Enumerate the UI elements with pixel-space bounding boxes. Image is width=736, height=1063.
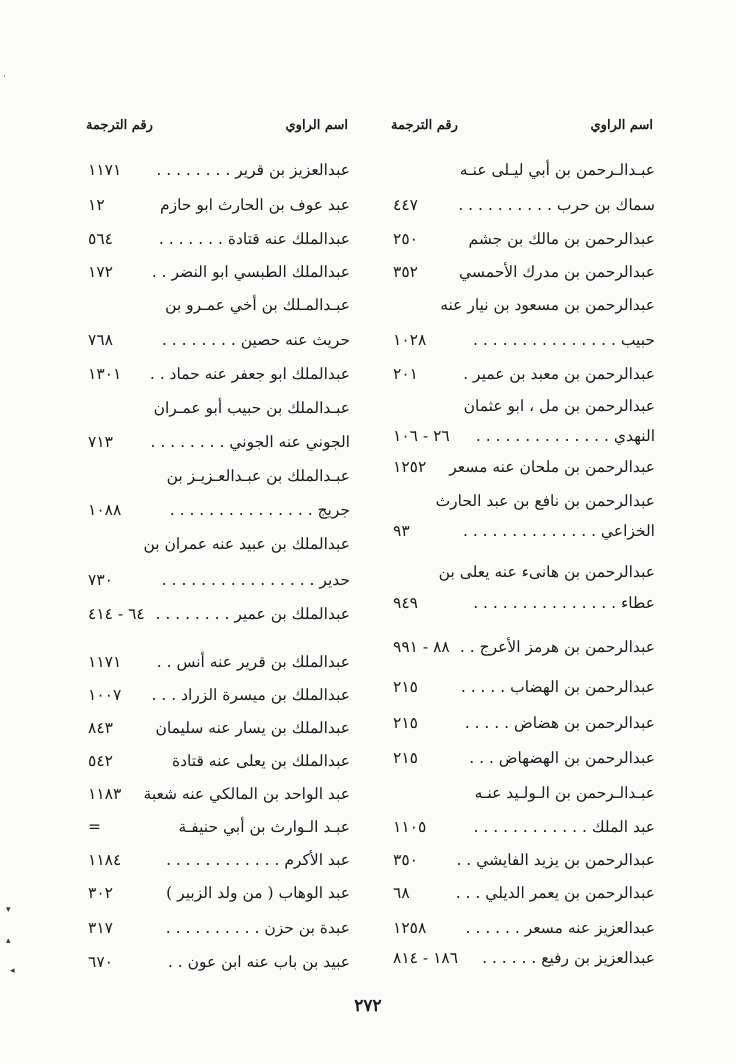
entry-number: ٢١٥ [393,749,418,767]
narrator-name: عبدالرحمن بن الهضهاض . . . [469,749,655,767]
list-item [385,586,655,620]
narrator-name: عبد عوف بن الحارث ابو حازم [160,196,350,214]
entry-number: ١٢ [88,196,105,214]
entry-number: ٣١٧ [88,919,113,937]
narrator-name: حدير . . . . . . . . . . . . . . . . [161,571,350,589]
list-item [80,563,350,597]
list-item [385,357,655,391]
scan-mark: ▴ [6,936,11,946]
list-item [80,843,350,877]
narrator-name: عبد الوهاب ( من ولد الزبير ) [166,884,350,902]
list-item [385,323,655,357]
entry-number: ١٠٢٨ [393,331,427,349]
list-item [385,843,655,877]
entry-number: ٢٦ - ١٠٦ [393,427,450,445]
entry-number: ١٠٠٧ [88,686,122,704]
entry-number: ٥٤٢ [88,752,113,770]
left-column [80,0,350,1063]
narrator-name: عبـدالمـلك بن أخي عمـرو بن [165,296,350,314]
narrator-name: عبدالملك الطبسي ابو النضر . . [151,263,350,281]
narrator-name: سماك بن حرب . . . . . . . . . . [458,196,655,214]
narrator-name: عبدالرحمن بن معبد بن عمير . [463,365,655,383]
narrator-name: عبـدالملك بن حبيب أبو عمـران [153,399,350,417]
list-item [80,711,350,745]
narrator-name: عبدالملك بن عبيد عنه عمران بن [143,535,350,553]
narrator-name: عطاء . . . . . . . . . . . . . . . [473,594,655,612]
list-item [80,493,350,527]
entry-number: ٦٨ [393,884,410,902]
list-item [385,555,655,589]
narrator-name: عبـد الـوارث بن أبي حنيفـة [178,818,350,836]
list-item [385,484,655,518]
narrator-name: عبدالرحمن بن يزيد الفايشي . . [456,851,655,869]
header-entry-number: رقم الترجمة [86,118,153,133]
list-item [80,678,350,712]
narrator-name: عبدالملك ابو جعفر عنه حماد . . [149,365,350,383]
entry-number: ٦٤ - ٤١٤ [88,605,145,623]
narrator-name: عبدالملك عنه قتادة . . . . . . . [158,230,350,248]
narrator-name: عبد الملك . . . . . . . . . . . . [473,818,655,836]
list-item [80,323,350,357]
list-item [80,153,350,187]
narrator-name: عبدالملك بن يسار عنه سليمان [155,719,350,737]
narrator-name: عبدالعزيز بن رفيع . . . . . . [482,949,655,967]
list-item [80,425,350,459]
narrator-name: عبـدالملك بن عبـدالعـزيـز بن [166,467,350,485]
header-narrator-name: اسم الراوي [285,118,348,133]
page-number: ٢٧٢ [354,996,382,1016]
list-item [385,419,655,453]
narrator-name: عبدالرحمن بن ملحان عنه مسعر [449,458,655,476]
entry-number: ١١٠٥ [393,818,427,836]
list-item [385,741,655,775]
narrator-name: عبدالرحمن بن نافع بن عبد الحارث [435,492,655,510]
entry-number: ٢١٥ [393,678,418,696]
entry-number: ١١٧١ [88,653,122,671]
list-item [80,255,350,289]
narrator-name: حريث عنه حصين . . . . . . . . [161,331,350,349]
list-item [80,645,350,679]
narrator-name: عبد الواحد بن المالكي عنه شعبة [143,785,350,803]
list-item [80,222,350,256]
list-item [80,911,350,945]
entry-number: ٣٥٢ [393,263,418,281]
narrator-name: الخزاعي . . . . . . . . . . . . . . [462,522,655,540]
narrator-name: عبدالملك بن قرير عنه أنس . . [156,653,350,671]
list-item [385,776,655,810]
narrator-name: عبدالملك بن ميسرة الزراد . . . [151,686,350,704]
entry-number: ٢٥٠ [393,230,418,248]
entry-number: ١٠٨٨ [88,501,122,519]
narrator-name: عبيد بن باب عنه ابن عون . . [167,953,350,971]
entry-number: ٥٦٤ [88,230,113,248]
scan-mark: · [3,72,6,82]
entry-number: ٧١٣ [88,433,113,451]
list-item [80,597,350,631]
narrator-name: عبدالرحمن بن مالك بن جشم [468,230,655,248]
narrator-name: عبدالعزيز عنه مسعر . . . . . . [465,919,655,937]
narrator-name: عبدالرحمن بن هانىء عنه يعلى بن [438,563,655,581]
entry-number: ٦٧٠ [88,953,113,971]
list-item [385,706,655,740]
entry-number: ٩٣ [393,522,410,540]
list-item [385,911,655,945]
list-item [385,450,655,484]
narrator-name: عبـدالـرحمن بن الـولـيد عنـه [474,784,655,802]
list-item [385,288,655,322]
list-item [385,670,655,704]
list-item [80,945,350,979]
narrator-name: عبدالرحمن بن مدرك الأحمسي [458,263,655,281]
entry-number: ١٢٥٨ [393,919,427,937]
list-item [385,222,655,256]
narrator-name: عبدالملك بن عمير . . . . . . . . [155,605,350,623]
entry-number: ١٢٥٢ [393,458,427,476]
list-item [385,255,655,289]
list-item [80,357,350,391]
narrator-name: عبدالرحمن بن هرمز الأعرج . . [459,638,655,656]
entry-number: ٩٤٩ [393,594,418,612]
entry-number: ٨٨ - ٩٩١ [393,638,450,656]
list-item [385,389,655,423]
entry-number: ١٨٦ - ٨١٤ [393,949,459,967]
narrator-name: عبدالملك بن يعلى عنه قتادة [172,752,350,770]
entry-number: ٣٠٢ [88,884,113,902]
entry-number: ١١٨٣ [88,785,122,803]
narrator-name: عبدالرحمن بن هضاض . . . . . [464,714,655,732]
header-narrator-name: اسم الراوي [590,118,653,133]
list-item [385,188,655,222]
list-item [80,391,350,425]
narrator-name: عبـدالـرحمن بن أبي ليـلى عنـه [459,161,655,179]
narrator-name: عبدالرحمن بن مل ، ابو عثمان [463,397,655,415]
narrator-name: عبدة بن حزن . . . . . . . . . . [165,919,350,937]
right-column-header [385,118,655,138]
list-item [80,459,350,493]
scan-mark: ◂ [10,966,15,976]
narrator-name: عبدالرحمن بن يعمر الديلي . . . [455,884,655,902]
narrator-name: عبدالعزيز بن قرير . . . . . . . . [156,161,350,179]
list-item [385,153,655,187]
narrator-name: الجوني عنه الجوني . . . . . . . . [150,433,350,451]
narrator-name: النهدي . . . . . . . . . . . . . . [475,427,655,445]
list-item [80,188,350,222]
entry-number: ٧٦٨ [88,331,113,349]
list-item [80,288,350,322]
entry-number: ١١٨٤ [88,851,122,869]
narrator-name: عبد الأكرم . . . . . . . . . . . . [166,851,350,869]
entry-number: ١٧٢ [88,263,113,281]
scan-mark: ▾ [6,905,11,915]
list-item [385,514,655,548]
list-item [80,876,350,910]
header-entry-number: رقم الترجمة [391,118,458,133]
entry-number: = [88,818,101,836]
list-item [80,744,350,778]
entry-number: ٢١٥ [393,714,418,732]
entry-number: ٤٤٧ [393,196,418,214]
entry-number: ٨٤٣ [88,719,113,737]
entry-number: ٢٠١ [393,365,418,383]
list-item [385,630,655,664]
list-item [385,941,655,975]
narrator-name: عبدالرحمن بن مسعود بن نيار عنه [440,296,655,314]
narrator-name: جريج . . . . . . . . . . . . . . . [169,501,350,519]
list-item [80,527,350,561]
narrator-name: عبدالرحمن بن الهضاب . . . . . [460,678,655,696]
right-column [385,0,655,1063]
entry-number: ٧٣٠ [88,571,113,589]
narrator-name: حبيب . . . . . . . . . . . . . . . [473,331,655,349]
list-item [385,810,655,844]
entry-number: ١١٧١ [88,161,122,179]
entry-number: ١٣٠١ [88,365,122,383]
left-column-header [80,118,350,138]
list-item [385,876,655,910]
list-item [80,777,350,811]
entry-number: ٣٥٠ [393,851,418,869]
list-item [80,810,350,844]
